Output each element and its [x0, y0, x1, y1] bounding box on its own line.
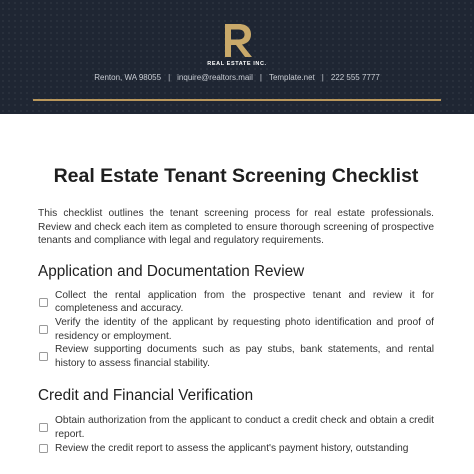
contact-website[interactable]: Template.net	[268, 73, 315, 82]
page-title: Real Estate Tenant Screening Checklist	[53, 165, 419, 187]
checklist-item-text: Collect the rental application from the prospective tenant and review it for completeness and accuracy.	[55, 289, 434, 315]
checklist-item-text: Review supporting documents such as pay stubs, bank statements, and rental history to assess financial stability.	[55, 344, 434, 369]
letterhead	[0, 0, 474, 114]
company-name: REAL ESTATE INC.	[207, 61, 267, 67]
checkbox[interactable]	[39, 298, 48, 307]
contact-separator: |	[321, 73, 324, 82]
checklist-item	[38, 442, 434, 456]
contact-location: Renton, WA 98055	[94, 73, 162, 82]
checklist-application	[38, 289, 434, 371]
checkbox[interactable]	[39, 325, 48, 334]
contact-phone: 222 555 7777	[330, 73, 380, 82]
section-heading-credit: Credit and Financial Verification	[38, 387, 254, 405]
checklist-item	[38, 414, 434, 441]
r-monogram-icon	[217, 20, 257, 60]
contact-email[interactable]: inquire@realtors.mail	[177, 73, 253, 82]
checkbox[interactable]	[39, 423, 48, 432]
checklist-item-text: Obtain authorization from the applicant to conduct a credit check and obtain a credit report.	[55, 415, 434, 440]
header-divider	[33, 99, 441, 101]
company-logo	[0, 20, 474, 65]
checklist-credit	[38, 414, 434, 455]
checkbox[interactable]	[39, 352, 48, 361]
checklist-item-text: Verify the identity of the applicant by requesting photo identification and proof of residency or employment.	[55, 316, 434, 342]
checklist-item	[38, 343, 434, 370]
checklist-item	[38, 316, 434, 343]
contact-bar	[0, 73, 474, 82]
document-body	[0, 114, 474, 455]
contact-separator: |	[259, 73, 262, 82]
section-heading-application: Application and Documentation Review	[38, 262, 305, 280]
intro-paragraph: This checklist outlines the tenant screening process for real estate professionals. Review and check each item as completed to ensure thorough screening of prospective tenants and compliance with legal and regulatory requirements.	[38, 208, 434, 247]
checklist-item	[38, 289, 434, 316]
contact-separator: |	[168, 73, 171, 82]
checkbox[interactable]	[39, 444, 48, 453]
checklist-item-text: Review the credit report to assess the applicant's payment history, outstanding	[55, 442, 409, 454]
